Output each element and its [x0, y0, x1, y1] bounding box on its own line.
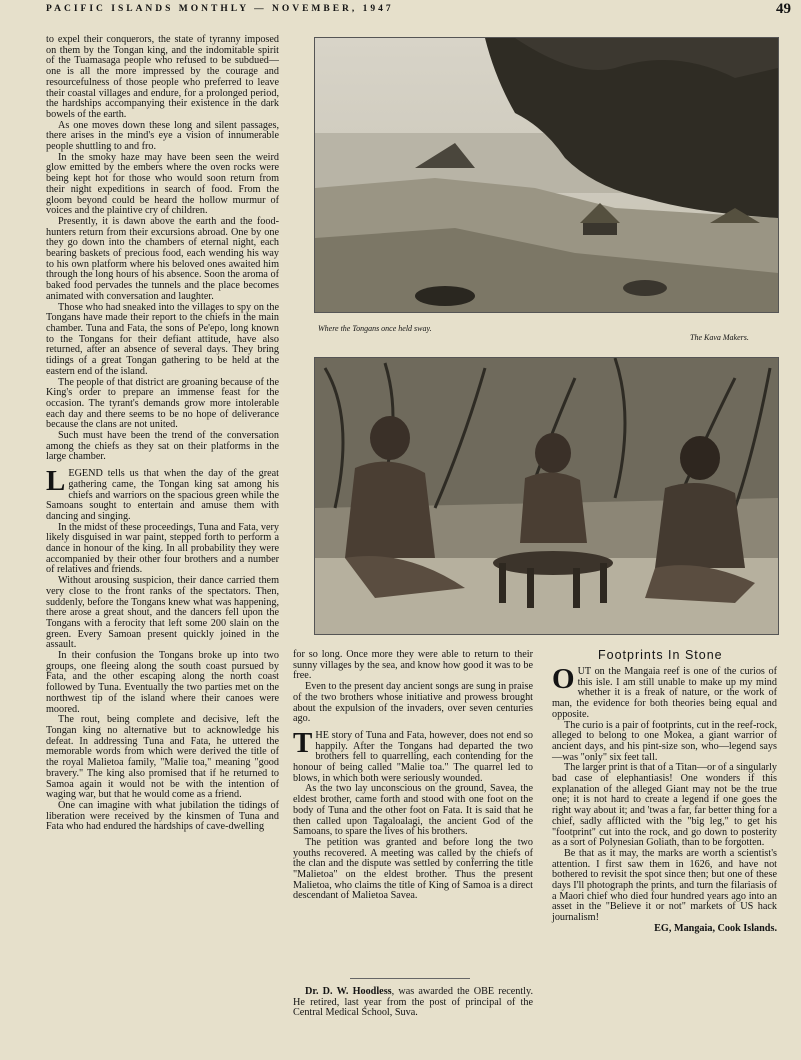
paragraph: Without arousing suspicion, their dance carried them very close to the front ranks of the spectators. Then, suddenly, before the Tongans knew what was happening, there arose a great shout, and the dancers fell upon the Tongans with a ferocity that left some 200 slain on the green. Every Samoan present quickly joined in the assault.: [46, 575, 279, 651]
paragraph: Presently, it is dawn above the earth and the food-hunters return from their excursions abroad. One by one they go down into the chambers of eternal night, each bearing baskets of precious food, each wending his way to his own platform where his beloved ones awaited him through the long hours of his absence. Soon the aroma of baked food pervades the tunnels and the place becomes animated with conversation and laughter.: [46, 215, 279, 302]
paragraph: The people of that district are groaning because of the King's order to prepare an immense feast for the occasion. The tyrant's demands grow more intolerable each day and there seems to be no hope of deliverance because the clans are not united.: [46, 376, 279, 431]
drop-cap: T: [293, 726, 313, 759]
drop-cap: O: [552, 663, 575, 695]
paragraph: Even to the present day ancient songs are sung in praise of the two brothers whose initiative and prowess brought about the expulsion of the invaders, over seven centuries ago.: [293, 681, 533, 725]
paragraph: One can imagine with what jubilation the tidings of liberation were received by the kinsmen of Tuna and Fata who had endured the hardships of cave-dwelling: [46, 799, 279, 833]
paragraph: As one moves down these long and silent passages, there arises in the mind's eye a vision of innumerable people shuttling to and fro.: [46, 119, 279, 153]
paragraph: [293, 726, 533, 785]
drop-cap: L: [46, 465, 66, 498]
note-name: Dr. D. W. Hoodless: [305, 986, 392, 997]
note-text: , was awarded the OBE recently. He retired, last year from the post of principal of the Central Medical School, Suva.: [293, 986, 533, 1019]
paragraph: The petition was granted and before long the two youths recovered. A meeting was called by the chiefs of the clan and the dispute was settled by conferring the title "Malietoa" on the eldest brother. Thus the present Malietoa, who claims the title of King of Samoa is a direct descendant of Malietoa Savea.: [293, 836, 533, 902]
paragraph: [46, 465, 279, 523]
paragraph: to expel their conquerors, the state of tyranny imposed on them by the Tongan king, and the indomitable spirit of the Tuamasaga people who refused to be subdued—one is all the more impressed by the courage and resourcefulness of those people who preferred to leave their coastal villages and endure, for a prolonged period, the hardships accompanying their existence in the dark bowels of the earth.: [46, 34, 279, 120]
obituary-note: [293, 987, 533, 1019]
photo-caption-right: The Kava Makers.: [690, 333, 749, 342]
paragraph: As the two lay unconscious on the ground, Savea, the eldest brother, came forth and stood with one foot on the body of Tuna and the other foot on Fata. It is said that he then called upon Tagaloalagi, the ancient God of the Samoans, to spare the lives of his brothers.: [293, 783, 533, 838]
paragraph: Such must have been the trend of the conversation among the chiefs as they sat on their platforms in the large chamber.: [46, 430, 279, 463]
paragraph: [552, 663, 777, 721]
running-head: PACIFIC ISLANDS MONTHLY — NOVEMBER, 1947: [46, 4, 394, 14]
paragraph-text: UT on the Mangaia reef is one of the curios of this isle. I am still unable to make up my mind whether it is a freak of nature, or the work of man, the evidence for both theories being equal and opposite.: [552, 666, 777, 720]
paragraph: The rout, being complete and decisive, left the Tongan king no alternative but to acknowledge his defeat. In addressing Tuna and Fata, he uttered the memorable words from which were derived the title of the royal Malietoa family, "Malie toa," meaning "good bravery." The king also promised that if he returned to Samoa again it would not be with the intention of waging war, but that he would come as a friend.: [46, 714, 279, 801]
paragraph: In their confusion the Tongans broke up into two groups, one fleeing along the south coast pursued by Fata, and the other escaping along the north coast followed by Tuna. Eventually the two parties met on the northwest tip of the island where their canoes were moored.: [46, 650, 279, 715]
paragraph: In the smoky haze may have been seen the weird glow emitted by the embers where the oven rocks were being kept hot for those who would soon return from their night expeditions in search of food. From the gloom beyond could be heard the hollow murmur of voices and the plaintive cry of children.: [46, 151, 279, 217]
article-column-3: [552, 663, 777, 935]
paragraph: for so long. Once more they were able to return to their sunny villages by the sea, and know how good it was to be free.: [293, 649, 533, 682]
paragraph-text: HE story of Tuna and Fata, however, does not end so happily. After the Tongans had departed the two brothers fell to quarrelling, each contending for the honour of being called "Malie toa." The quarrel led to blows, in which both were seriously wounded.: [293, 729, 533, 784]
article-column-1: [46, 35, 279, 833]
article-title: Footprints In Stone: [598, 648, 723, 662]
paragraph-text: EGEND tells us that when the day of the great gathering came, the Tongan king sat among his chiefs and warriors on the spacious green while the Samoans sought to entertain and amuse them with dancing and singing.: [46, 468, 279, 522]
divider: [350, 978, 470, 979]
paragraph: In the midst of these proceedings, Tuna and Fata, very likely disguised in war paint, stepped forth to perform a dance in honour of the king. In all probability they were accompanied by their other four brothers and a number of relatives and friends.: [46, 521, 279, 576]
kava-makers-photo: [314, 357, 779, 635]
paragraph: Be that as it may, the marks are worth a scientist's attention. I first saw them in 1626, and have not bothered to revisit the spot since then; but one of these days I'll photograph the prints, and turn the filariasis of a Maori chief who died four hundred years ago into an asset in the "Believe it or not" markets of US hack journalism!: [552, 847, 777, 924]
article-column-2: [293, 650, 533, 902]
page-number: 49: [776, 1, 791, 17]
photo-caption-left: Where the Tongans once held sway.: [318, 324, 432, 333]
paragraph: The curio is a pair of footprints, cut in the reef-rock, alleged to belong to one Mokea, a giant warrior of ancient days, and his pint-size son, who—legend says—was "only" six feet tall.: [552, 719, 777, 763]
paragraph: Those who had sneaked into the villages to spy on the Tongans have made their report to the chiefs in the main chamber. Tuna and Fata, the sons of Pe'epo, long known to the Tongans for their defiant attitude, have also returned, after an absence of several days. They bring tidings of a great Tongan gathering to be held at the eastern end of the island.: [46, 301, 279, 377]
kava-makers-photo-graphic: [315, 358, 778, 634]
signature: EG, Mangaia, Cook Islands.: [654, 922, 777, 934]
coastline-photo: [314, 37, 779, 313]
coastline-photo-graphic: [315, 38, 778, 312]
paragraph: [293, 987, 533, 1019]
paragraph: The larger print is that of a Titan—or of a singularly bad case of elephantiasis! One wonders if this explanation of the alleged Giant may not be the true one; it is not hard to create a legend if one goes the right way about it; and 'twas a far, far better thing for a chief, sadly afflicted with the "big leg," to get his "footprint" cut into the rock, and go down to posterity as a sort of Polynesian Goliath, than to be forgotten.: [552, 762, 777, 849]
